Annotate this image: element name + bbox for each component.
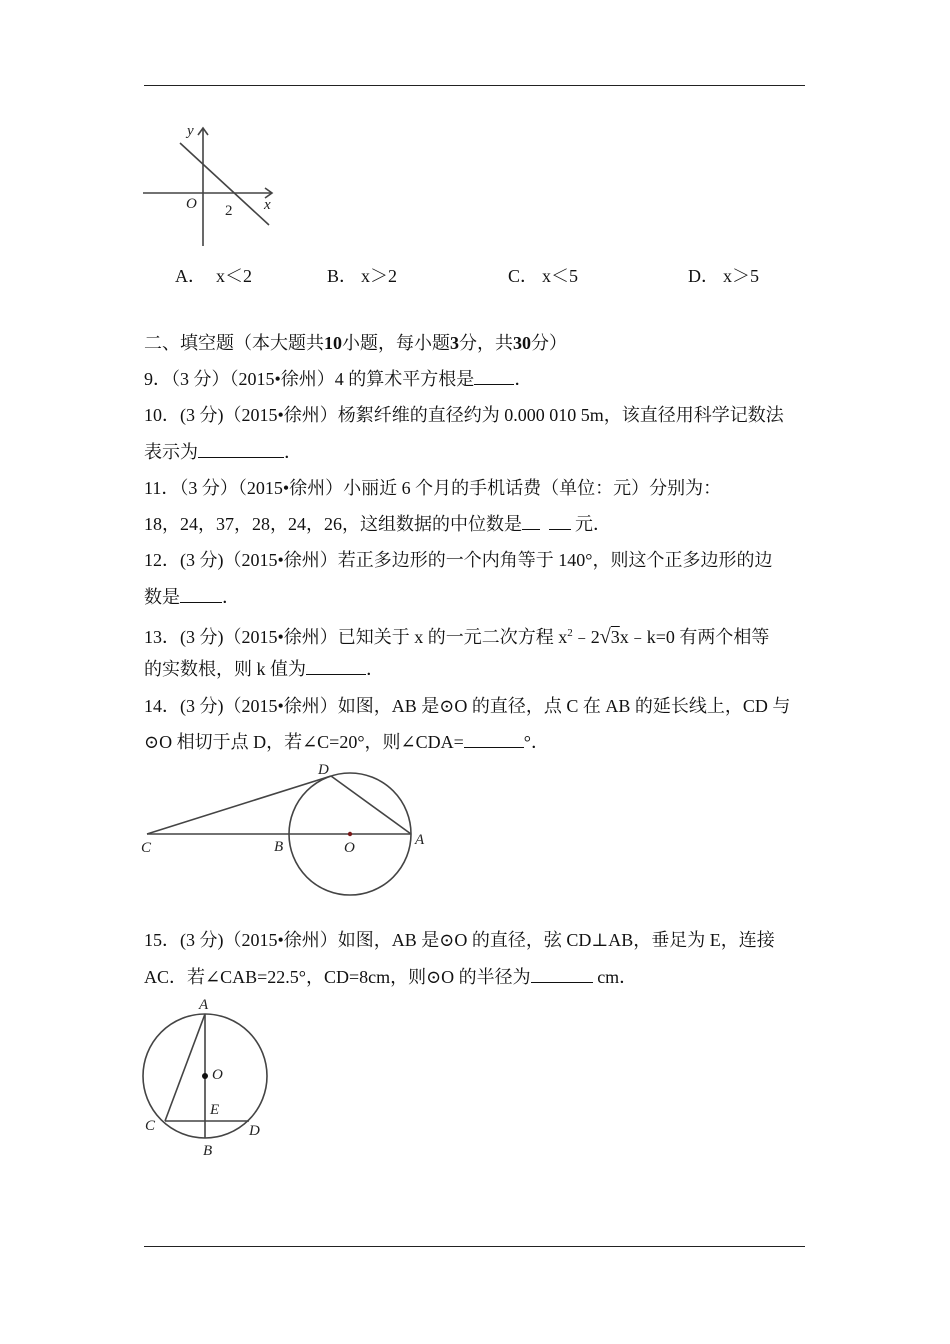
label-b: B xyxy=(274,839,284,855)
origin-label: O xyxy=(186,196,197,212)
answer-blank xyxy=(306,658,366,675)
answer-blank xyxy=(198,441,284,458)
section-heading: 二、填空题（本大题共10小题，每小题3分，共30分） xyxy=(144,333,567,353)
label-o: O xyxy=(344,840,355,856)
chord-circle-figure xyxy=(138,995,278,1160)
answer-blank xyxy=(180,586,222,603)
question-11-line1: 11．（3 分）（2015•徐州）小丽近 6 个月的手机话费（单位：元）分别为： xyxy=(144,478,722,498)
option-c: C． x＜5 xyxy=(508,266,579,286)
question-13-line2: 的实数根，则 k 值为 ． xyxy=(144,659,384,679)
tangent-cd xyxy=(147,776,331,834)
label-d: D xyxy=(318,762,329,778)
tangent-circle-figure xyxy=(138,760,438,900)
label-e: E xyxy=(210,1102,220,1118)
label-c: C xyxy=(141,840,152,856)
question-12-line1: 12．(3 分)（2015•徐州）若正多边形的一个内角等于 140°，则这个正多边形的边 xyxy=(144,550,773,570)
question-14-line1: 14．(3 分)（2015•徐州）如图，AB 是⊙O 的直径，点 C 在 AB 的延长线上，CD 与 xyxy=(144,696,791,716)
question-13-line1: 13．(3 分)（2015•徐州）已知关于 x 的一元二次方程 $x^2﹣2√3x﹣k=0$ 有两个相等 xyxy=(144,626,770,648)
chord-da xyxy=(331,776,411,834)
axes-figure xyxy=(140,118,285,250)
option-d: D． x＞5 xyxy=(688,266,759,286)
question-11-line2: 18，24，37，28，24，26，这组数据的中位数是 元． xyxy=(144,514,611,534)
intercept-label: 2 xyxy=(225,203,233,219)
option-a: A． x＜2 xyxy=(175,266,252,286)
question-15-line1: 15．(3 分)（2015•徐州）如图，AB 是⊙O 的直径，弦 CD⊥AB，垂足为 E，连接 xyxy=(144,930,775,950)
question-9: 9．（3 分）（2015•徐州）4 的算术平方根是 ． xyxy=(144,369,533,389)
question-10-line2: 表示为 ． xyxy=(144,442,302,462)
label-a: A xyxy=(415,832,425,848)
answer-blank xyxy=(549,513,571,530)
label-o: O xyxy=(212,1067,223,1083)
answer-blank xyxy=(531,966,593,983)
label-c: C xyxy=(145,1118,156,1134)
label-b: B xyxy=(203,1143,213,1159)
question-15-line2: AC．若∠CAB=22.5°，CD=8cm，则⊙O 的半径为 cm． xyxy=(144,967,638,987)
question-14-line2: ⊙O 相切于点 D，若∠C=20°，则∠CDA= °． xyxy=(144,732,549,752)
label-a: A xyxy=(199,997,209,1013)
question-10-line1: 10．(3 分)（2015•徐州）杨絮纤维的直径约为 0.000 010 5m，该直径用科学记数法 xyxy=(144,405,784,425)
sqrt-symbol: √3 xyxy=(599,626,620,648)
question-12-line2: 数是 ． xyxy=(144,587,240,607)
option-b: B． x＞2 xyxy=(327,266,398,286)
answer-blank xyxy=(464,731,524,748)
label-d: D xyxy=(249,1123,260,1139)
y-axis-label: y xyxy=(187,123,194,139)
x-axis-label: x xyxy=(264,197,271,213)
footer-rule xyxy=(144,1246,805,1247)
answer-blank xyxy=(474,368,514,385)
center-point xyxy=(202,1073,208,1079)
center-point xyxy=(348,832,352,836)
segment-ac xyxy=(165,1014,205,1121)
header-rule xyxy=(144,85,805,86)
answer-blank xyxy=(522,513,540,530)
